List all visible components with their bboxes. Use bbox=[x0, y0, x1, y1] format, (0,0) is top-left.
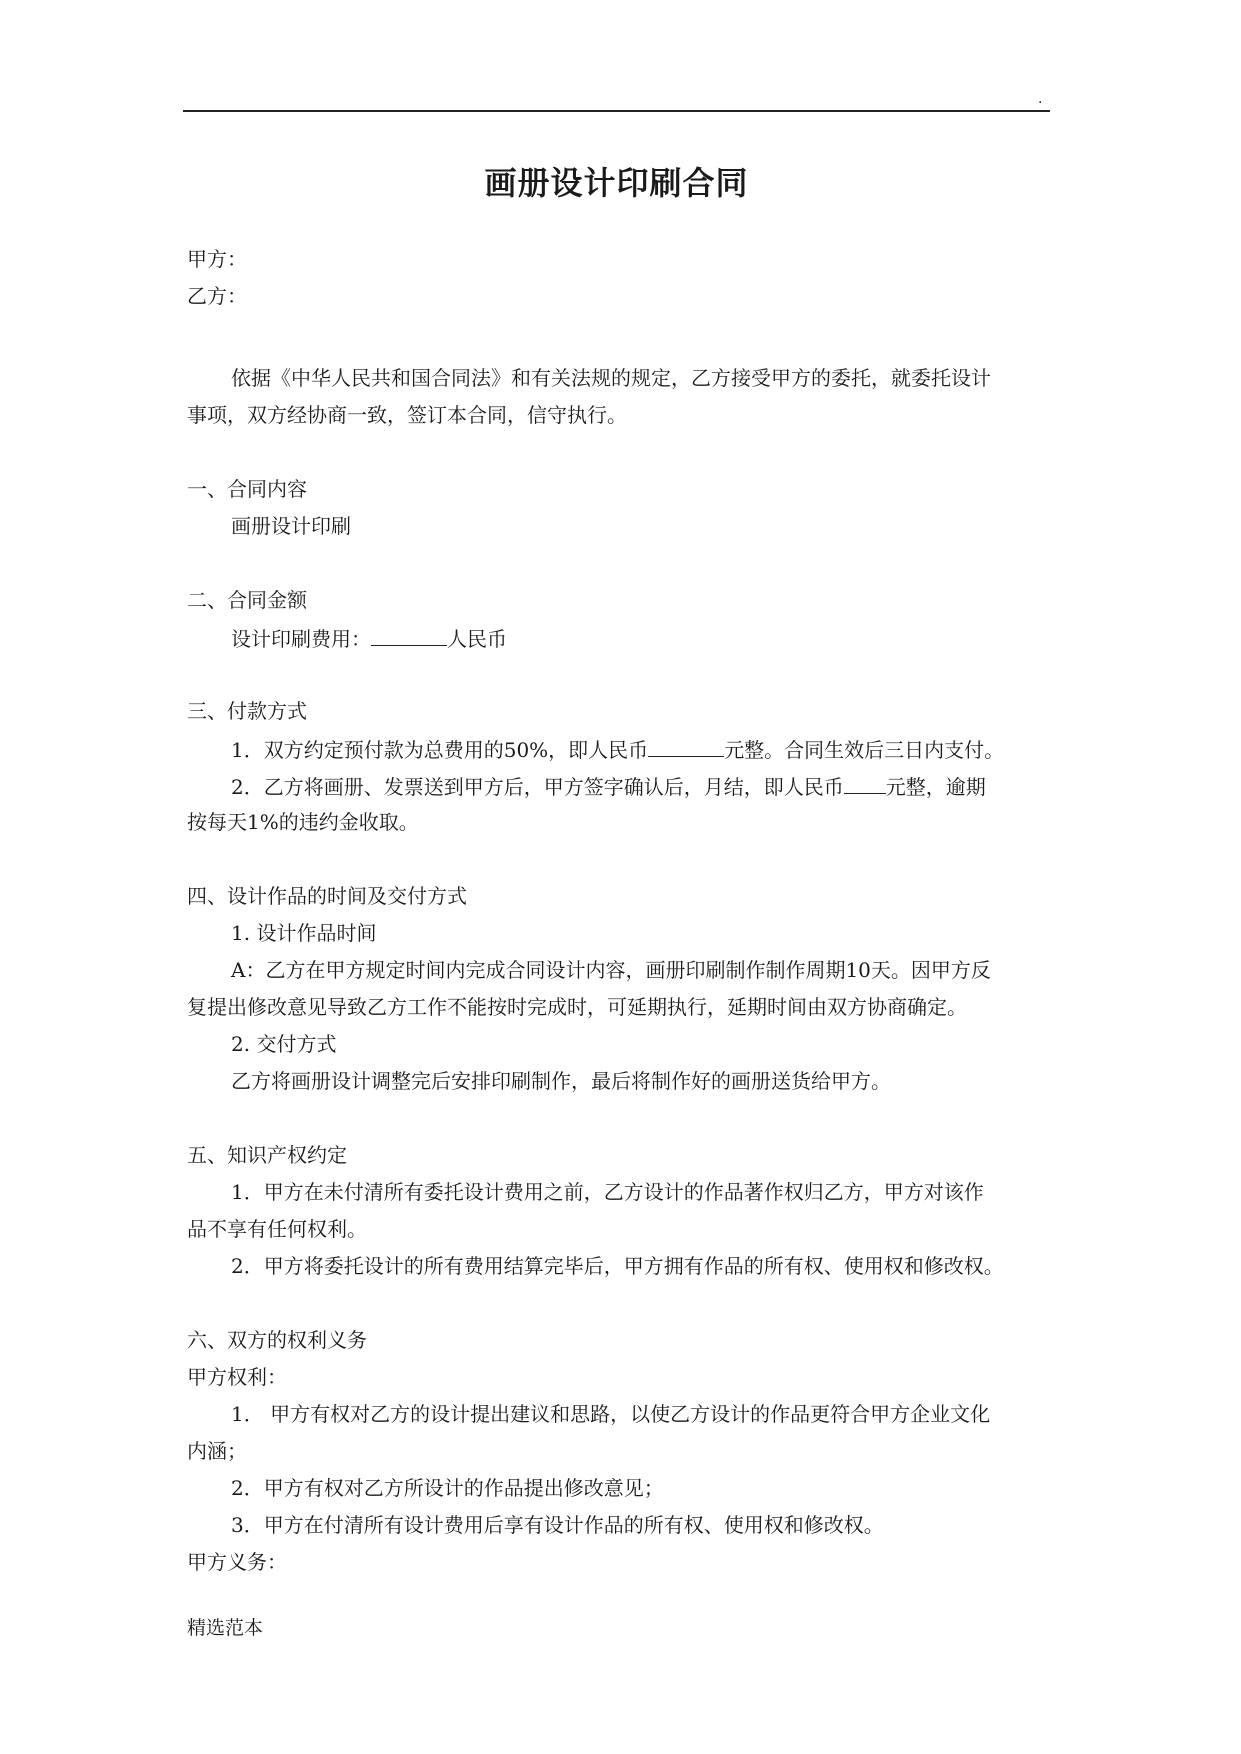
section-payment bbox=[187, 693, 1057, 841]
section-heading: 二、合同金额 bbox=[187, 588, 307, 612]
fee-line bbox=[187, 619, 1057, 656]
fee-prefix: 设计印刷费用： bbox=[231, 627, 371, 651]
section-heading: 五、知识产权约定 bbox=[187, 1143, 347, 1167]
payment-text: 元整。合同生效后三日内支付。 bbox=[724, 738, 1005, 762]
intro-paragraph bbox=[187, 360, 1057, 434]
section-delivery bbox=[187, 878, 1057, 1100]
section-heading: 三、付款方式 bbox=[187, 699, 307, 723]
section-heading: 六、双方的权利义务 bbox=[187, 1328, 367, 1352]
section-contract-amount bbox=[187, 582, 1057, 656]
fee-suffix: 人民币 bbox=[447, 627, 507, 651]
payment-clause bbox=[187, 767, 1057, 804]
section-heading: 一、合同内容 bbox=[187, 477, 307, 501]
clause-line: 2．甲方将委托设计的所有费用结算完毕后，甲方拥有作品的所有权、使用权和修改权。 bbox=[231, 1254, 1004, 1278]
parties-block bbox=[187, 241, 1057, 315]
amount-blank bbox=[648, 730, 724, 757]
clause-line: 1． 甲方有权对乙方的设计提出建议和思路，以使乙方设计的作品更符合甲方企业文化 bbox=[231, 1402, 991, 1426]
intro-line: 依据《中华人民共和国合同法》和有关法规的规定，乙方接受甲方的委托，就委托设计 bbox=[231, 366, 991, 390]
section-ip bbox=[187, 1137, 1057, 1285]
clause-line: 1．甲方在未付清所有委托设计费用之前，乙方设计的作品著作权归乙方，甲方对该作 bbox=[231, 1180, 984, 1204]
section-rights-duties bbox=[187, 1322, 1057, 1581]
header-dot: . bbox=[1038, 91, 1043, 107]
intro-line: 事项，双方经协商一致，签订本合同，信守执行。 bbox=[187, 403, 627, 427]
clause-line: 2．甲方有权对乙方所设计的作品提出修改意见； bbox=[231, 1476, 664, 1500]
header-rule bbox=[183, 110, 1050, 112]
payment-text: 2．乙方将画册、发票送到甲方后，甲方签字确认后，月结，即人民币 bbox=[231, 775, 844, 799]
subsection-heading: 1. 设计作品时间 bbox=[231, 921, 377, 945]
rights-label: 甲方权利： bbox=[187, 1365, 287, 1389]
party-b-label: 乙方： bbox=[187, 284, 247, 308]
fee-blank bbox=[371, 619, 447, 646]
clause-line: 乙方将画册设计调整完后安排印刷制作，最后将制作好的画册送货给甲方。 bbox=[231, 1069, 891, 1093]
section-heading: 四、设计作品的时间及交付方式 bbox=[187, 884, 467, 908]
payment-text: 按每天1%的违约金收取。 bbox=[187, 810, 419, 834]
section-contract-content bbox=[187, 471, 1057, 545]
clause-line: 复提出修改意见导致乙方工作不能按时完成时，可延期执行，延期时间由双方协商确定。 bbox=[187, 995, 967, 1019]
document-title: 画册设计印刷合同 bbox=[484, 164, 749, 202]
clause-line: 品不享有任何权利。 bbox=[187, 1217, 367, 1241]
payment-text: 1．双方约定预付款为总费用的50%，即人民币 bbox=[231, 738, 649, 762]
subsection-heading: 2. 交付方式 bbox=[231, 1032, 337, 1056]
page-footer: 精选范本 bbox=[187, 1617, 264, 1639]
section-item: 画册设计印刷 bbox=[231, 514, 351, 538]
party-a-label: 甲方： bbox=[187, 247, 247, 271]
clause-line: A：乙方在甲方规定时间内完成合同设计内容，画册印刷制作制作周期10天。因甲方反 bbox=[231, 958, 991, 982]
clause-line: 内涵； bbox=[187, 1439, 247, 1463]
payment-clause bbox=[187, 730, 1057, 767]
payment-text: 元整，逾期 bbox=[885, 775, 986, 799]
clause-line: 3．甲方在付清所有设计费用后享有设计作品的所有权、使用权和修改权。 bbox=[231, 1513, 884, 1537]
duties-label: 甲方义务： bbox=[187, 1550, 287, 1574]
amount-blank bbox=[844, 767, 886, 794]
